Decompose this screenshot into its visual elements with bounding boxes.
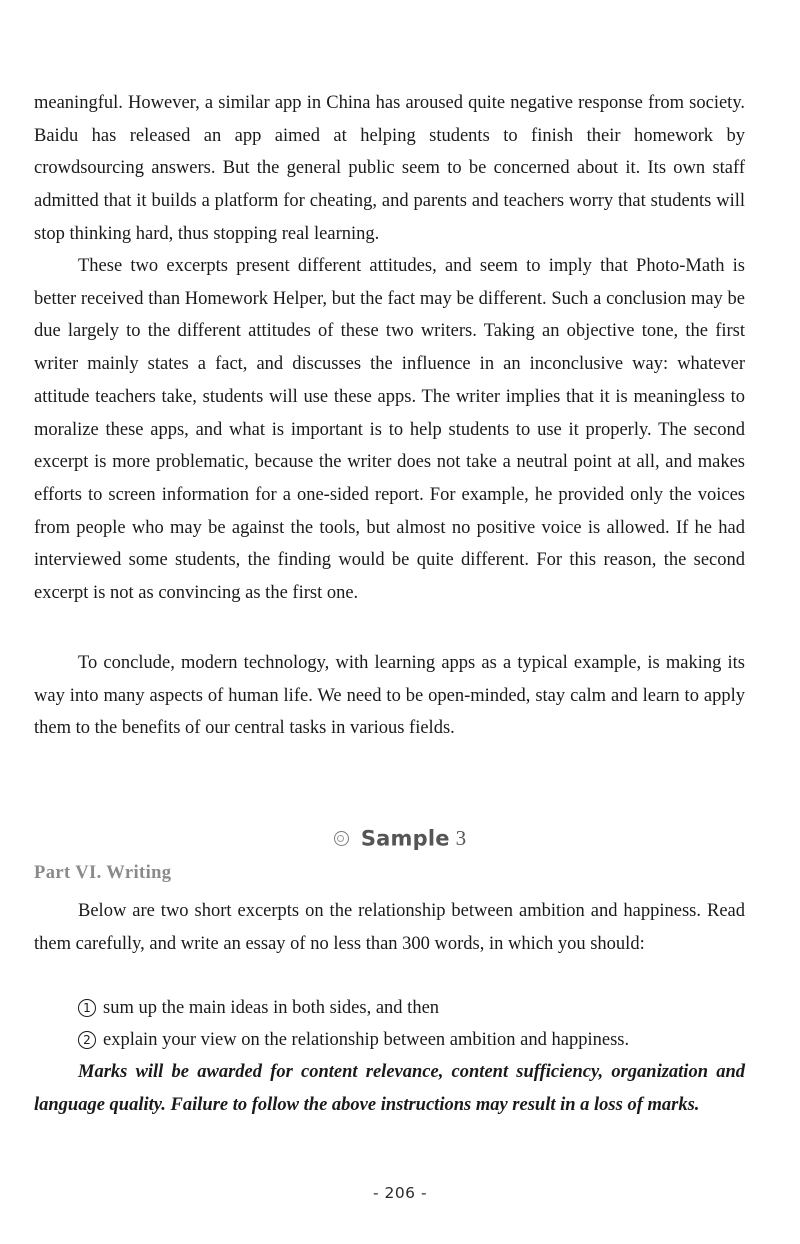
section-heading — [0, 826, 800, 851]
instructions-text: Below are two short excerpts on the relationship between ambition and happiness. Read them carefully, and write an essay of no less than 300 words, in which you should: — [34, 901, 745, 954]
list-item-text: sum up the main ideas in both sides, and then — [103, 998, 440, 1018]
marks-note — [34, 1056, 745, 1121]
part-title: Part VI. Writing — [34, 863, 172, 883]
paragraph-text: These two excerpts present different attitudes, and seem to imply that Photo-Math is better received than Homework Helper, but the fact may be different. Such a conclusion may be due largely to the different attitudes of these two writers. Taking an objective tone, the first writer mainly states a fact, and discusses the influence in an inconclusive way: whatever attitude teachers take, students will use these apps. The writer implies that it is meaningless to moralize these apps, and what is important is to help students to use it properly. The second excerpt is more problematic, because the writer does not take a neutral point at all, and makes efforts to screen information for a one-sided report. For example, he provided only the voices from people who may be against the tools, but almost no positive voice is allowed. If he had interviewed some students, the finding would be quite different. For this reason, the second excerpt is not as convincing as the first one. — [34, 256, 745, 604]
writing-instructions — [34, 895, 745, 960]
circled-number-icon: 1 — [78, 999, 96, 1017]
circled-number-icon: 2 — [78, 1031, 96, 1049]
page-number: - 206 - — [372, 1184, 428, 1202]
list-item-text: explain your view on the relationship between ambition and happiness. — [103, 1030, 630, 1050]
paragraph-continuation — [34, 87, 745, 251]
paragraph-text: To conclude, modern technology, with learning apps as a typical example, is making its way into many aspects of human life. We need to be open-minded, stay calm and learn to apply them to the benefits of our central tasks in various fields. — [34, 653, 745, 739]
paragraph-text: meaningful. However, a similar app in China has aroused quite negative response from society. Baidu has released an app aimed at helping students to finish their homework by crowdsourcing answers. But the general public seem to be concerned about it. Its own staff admitted that it builds a platform for cheating, and parents and teachers worry that students will stop thinking hard, thus stopping real learning. — [34, 93, 745, 244]
section-heading-word: Sample — [360, 826, 450, 851]
section-heading-number: 3 — [455, 826, 467, 850]
marks-note-text: Marks will be awarded for content relevance, content sufficiency, organization and language quality. Failure to follow the above instructions may result in a loss of marks. — [34, 1062, 745, 1115]
paragraph-analysis — [34, 250, 745, 610]
paragraph-conclusion — [34, 647, 745, 745]
list-item — [78, 1024, 629, 1057]
circle-bullet-icon — [334, 831, 349, 846]
list-item — [78, 992, 439, 1025]
